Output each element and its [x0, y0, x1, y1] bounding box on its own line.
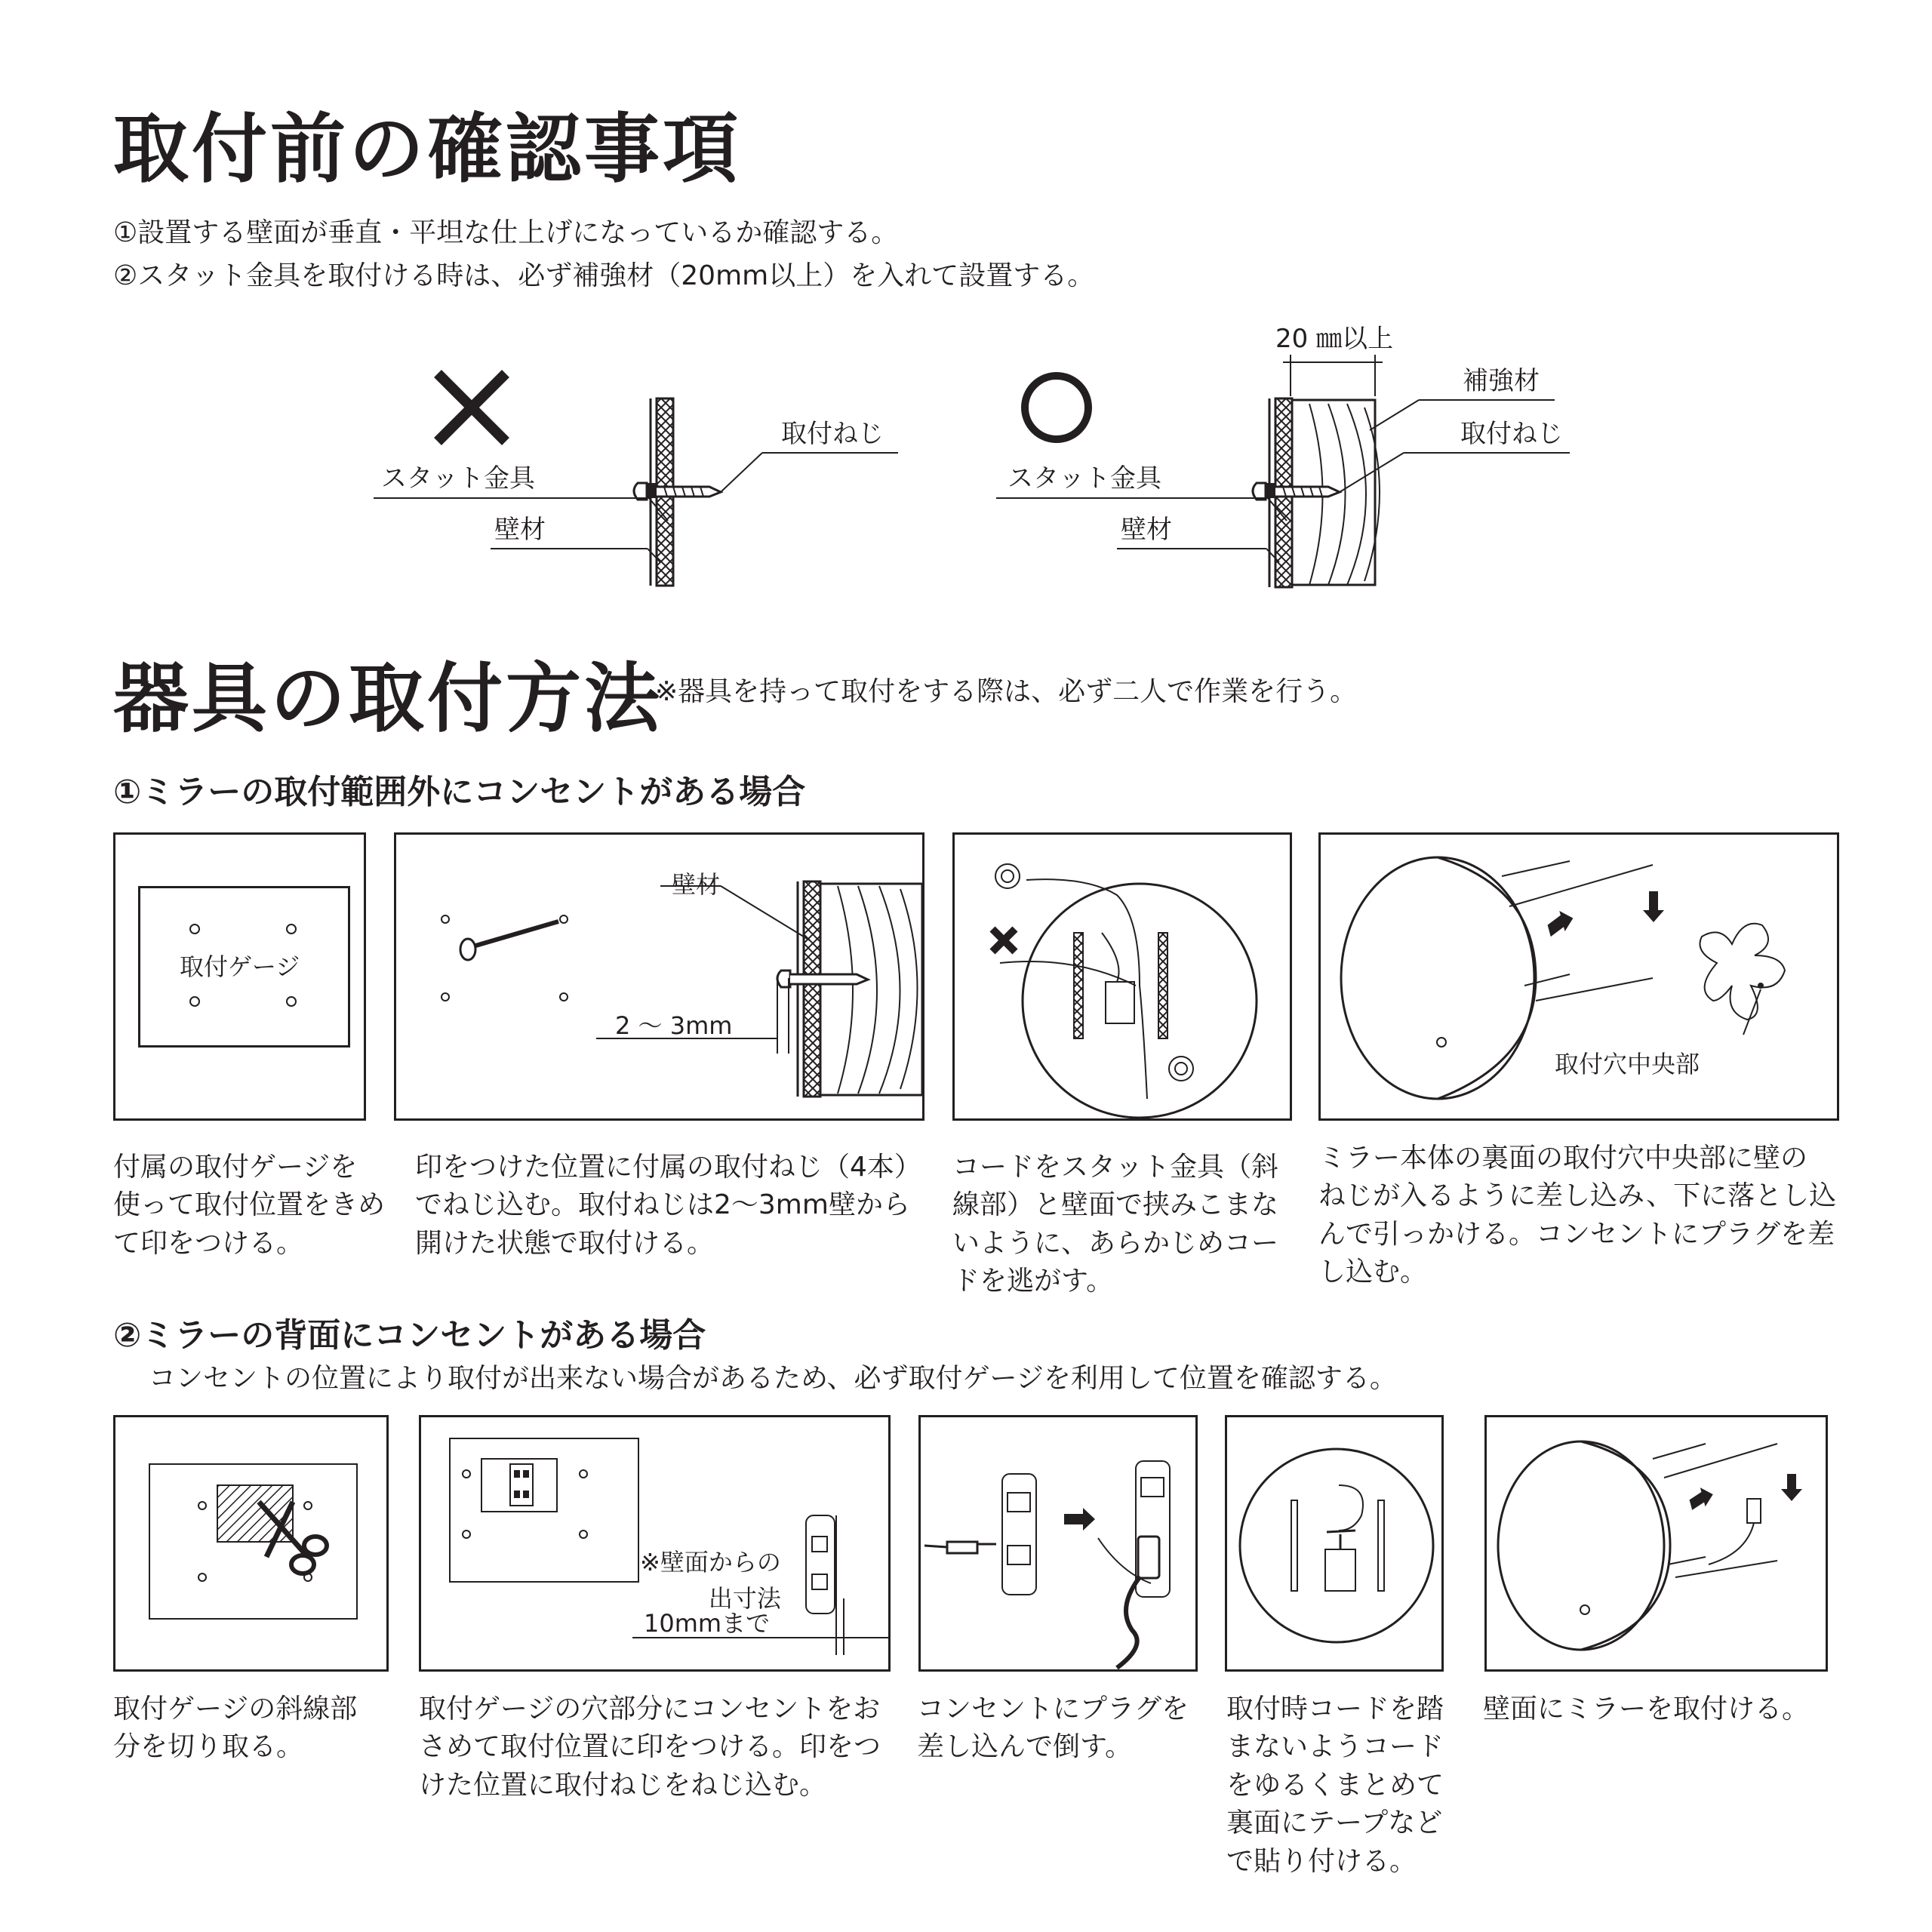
reinforced-wall-illustration: [0, 0, 8, 8]
gauge-label: 取付ゲージ: [180, 952, 300, 981]
case1-step2-panel: [394, 832, 924, 1121]
case2-step5-caption: 壁面にミラーを取付ける。: [1483, 1694, 1810, 1724]
case1-step1-panel: [113, 832, 366, 1121]
section-title-note: ※器具を持って取付をする際は、必ず二人で作業を行う。: [655, 676, 1358, 707]
case2-step1-panel: [113, 1415, 389, 1672]
cord-routing-illustration: [955, 835, 962, 842]
case2-step2-panel: [419, 1415, 891, 1672]
case1-step4-panel: [1318, 832, 1839, 1121]
label-gap: 2 ～ 3mm: [615, 1011, 733, 1040]
label-stud-good: スタット金具: [1008, 463, 1161, 494]
case2-note: コンセントの位置により取付が出来ない場合があるため、必ず取付ゲージを利用して位置を確認する。: [149, 1363, 1397, 1394]
mirror-mount-illustration: [1487, 1417, 1494, 1425]
mounting-gauge: [138, 886, 350, 1048]
gauge-holes-icon: [140, 888, 148, 896]
screw-install-illustration: [396, 835, 404, 842]
plug-insert-illustration: [921, 1417, 928, 1425]
cord-tape-illustration: [1227, 1417, 1235, 1425]
case1-step3-caption: コードをスタット金具（斜 線部）と壁面で挟みこまな いように、あらかじめコー ドを逃がす。: [952, 1152, 1279, 1297]
check-note-2: ②スタット金具を取付ける時は、必ず補強材（20mm以上）を入れて設置する。: [113, 260, 1095, 291]
label-thickness: 20 ㎜以上: [1275, 324, 1394, 354]
label-reinforcement: 補強材: [1463, 366, 1540, 396]
outlet-gauge-illustration: [421, 1417, 429, 1425]
case2-step4-panel: [1225, 1415, 1444, 1672]
mirror-hang-illustration: [1321, 835, 1328, 842]
case2-step2-caption: 取付ゲージの穴部分にコンセントをお さめて取付位置に印をつける。印をつ けた位置に取付ねじをねじ込む。: [419, 1694, 881, 1801]
check-note-1: ①設置する壁面が垂直・平坦な仕上げになっているか確認する。: [113, 217, 899, 248]
gauge-cut-illustration: [115, 1417, 123, 1425]
case2-step3-caption: コンセントにプラグを 差し込んで倒す。: [917, 1694, 1189, 1763]
label-screw-good: 取付ねじ: [1460, 419, 1563, 449]
case1-step4-caption: ミラー本体の裏面の取付穴中央部に壁の ねじが入るように差し込み、下に落とし込 んで引っかける。コンセントにプラグを差 し込む。: [1318, 1143, 1837, 1288]
label-protrusion-dim: 10mmまで: [644, 1609, 771, 1638]
case2-step4-caption: 取付時コードを踏 まないようコード をゆるくまとめて 裏面にテープなど で貼り付ける。: [1226, 1694, 1444, 1877]
section-title: 器具の取付方法: [113, 654, 663, 743]
case2-step5-panel: [1484, 1415, 1828, 1672]
label-protrusion: ※壁面からの 出寸法: [640, 1548, 781, 1613]
label-mount-center: 取付穴中央部: [1555, 1050, 1700, 1078]
case2-heading: ②ミラーの背面にコンセントがある場合: [113, 1316, 706, 1355]
label-stud: スタット金具: [381, 463, 535, 494]
label-screw: 取付ねじ: [781, 419, 884, 449]
case1-step3-panel: [952, 832, 1292, 1121]
case2-step3-panel: [918, 1415, 1198, 1672]
label-wall-material: 壁材: [672, 870, 721, 899]
case1-step1-caption: 付属の取付ゲージを 使って取付位置をきめ て印をつける。: [113, 1152, 386, 1259]
label-wall: 壁材: [494, 515, 546, 545]
case1-step2-caption: 印をつけた位置に付属の取付ねじ（4本） でねじ込む。取付ねじは2～3mm壁から 開けた状態で取付ける。: [415, 1152, 921, 1259]
label-wall-good: 壁材: [1121, 515, 1172, 545]
case2-step1-caption: 取付ゲージの斜線部 分を切り取る。: [113, 1694, 358, 1763]
case1-heading: ①ミラーの取付範囲外にコンセントがある場合: [113, 773, 806, 811]
page-title: 取付前の確認事項: [113, 105, 741, 193]
